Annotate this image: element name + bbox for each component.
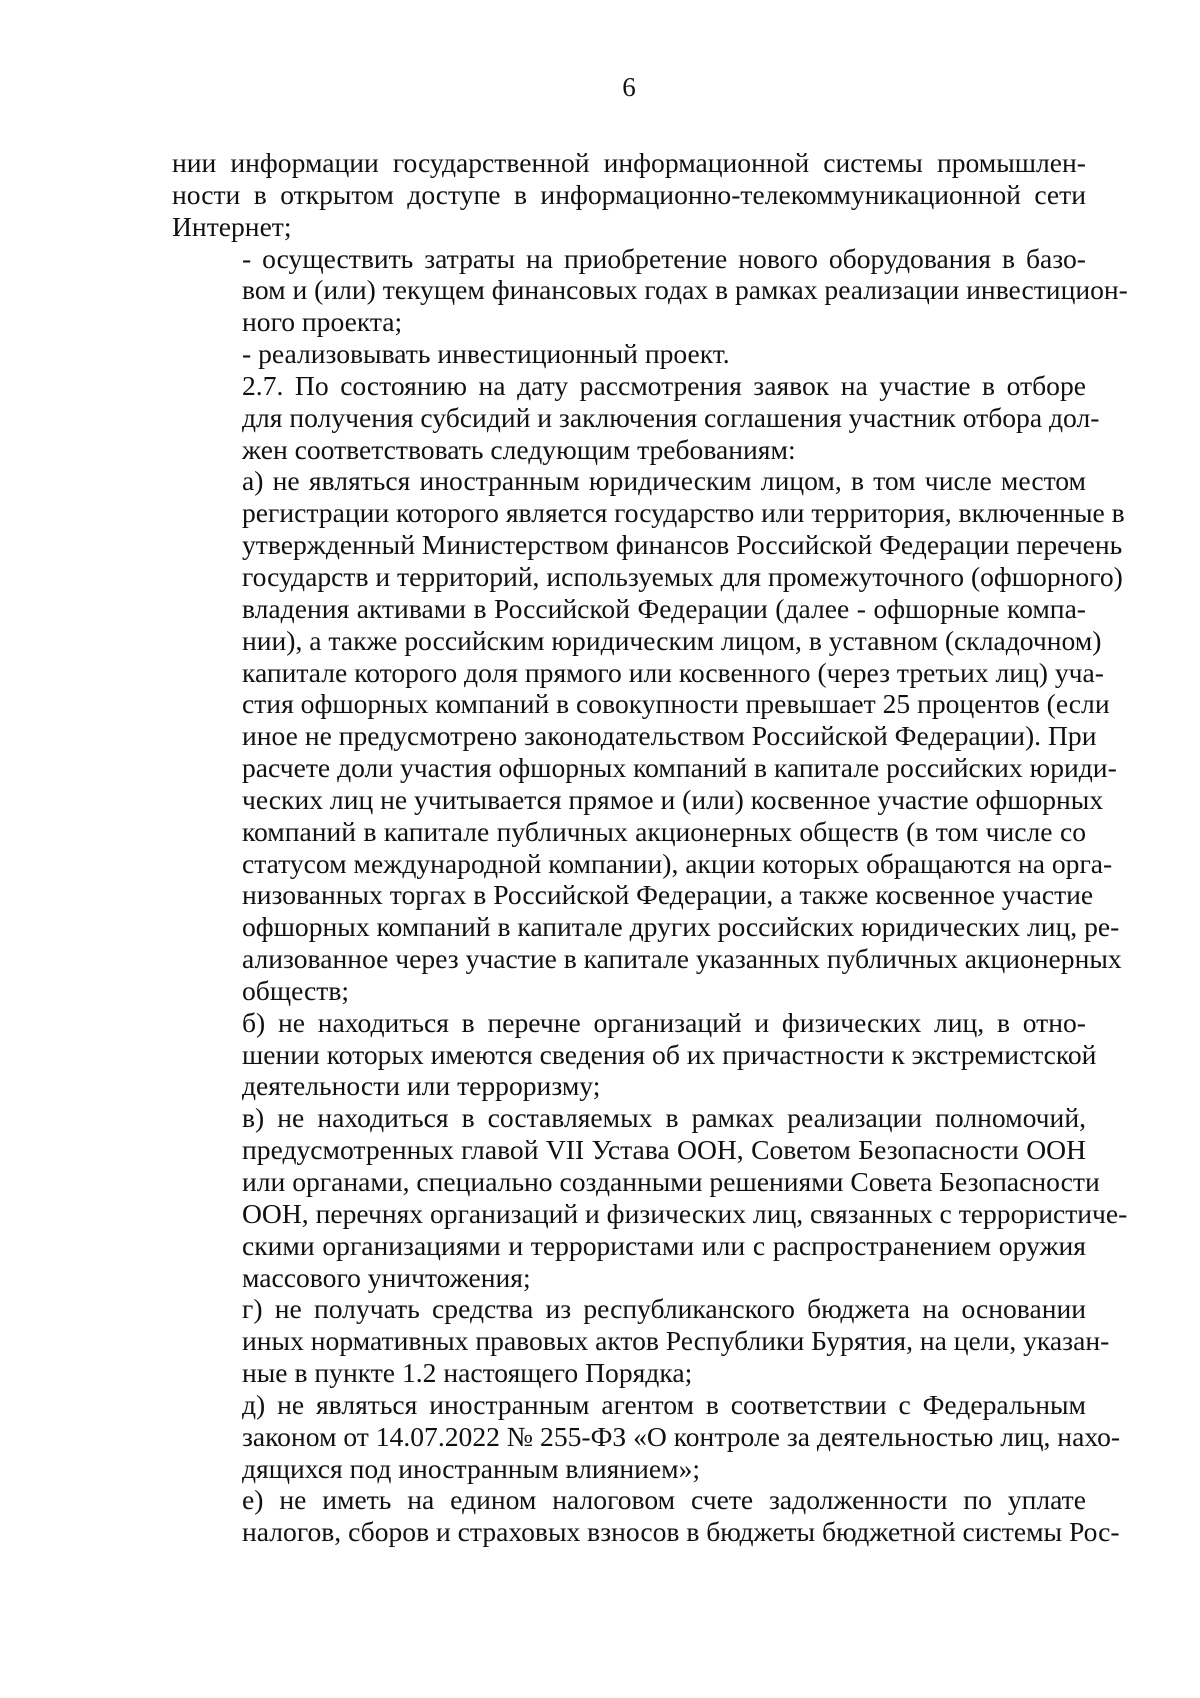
text-line: - осуществить затраты на приобретение нового оборудования в базо- [242, 242, 1086, 274]
paragraph [172, 1388, 1121, 1485]
paragraph [172, 242, 1128, 339]
text-line: расчете доли участия офшорных компаний в капитале российских юриди- [242, 752, 1117, 784]
text-line: массового уничтожения; [242, 1261, 531, 1293]
text-line: г) не получать средства из республиканского бюджета на основании [242, 1293, 1086, 1325]
text-line: владения активами в Российской Федерации (далее - офшорные компа- [242, 592, 1086, 624]
text-line: или органами, специально созданными решениями Совета Безопасности [242, 1166, 1100, 1197]
text-line: вом и (или) текущем финансовых годах в рамках реализации инвестицион- [242, 274, 1128, 306]
text-line: а) не являться иностранным юридическим лицом, в том числе местом [242, 465, 1086, 497]
paragraph [172, 369, 1100, 466]
text-line: офшорных компаний в капитале других российских юридических лиц, ре- [242, 911, 1120, 943]
text-line: иное не предусмотрено законодательством Российской Федерации). При [242, 720, 1097, 752]
text-line: б) не находиться в перечне организаций и физических лиц, в отно- [242, 1006, 1086, 1038]
text-line: дящихся под иностранным влиянием»; [242, 1452, 701, 1484]
text-line: утвержденный Министерством финансов Российской Федерации перечень [242, 529, 1123, 561]
text-line: в) не находиться в составляемых в рамках реализации полномочий, [242, 1102, 1086, 1134]
text-line: Интернет; [172, 210, 292, 242]
text-line: ческих лиц не учитывается прямое и (или) косвенное участие офшорных [242, 783, 1104, 815]
text-line: д) не являться иностранным агентом в соответствии с Федеральным [242, 1388, 1086, 1420]
text-line: 2.7. По состоянию на дату рассмотрения заявок на участие в отборе [242, 369, 1086, 401]
text-line: предусмотренных главой VII Устава ООН, Советом Безопасности ООН [242, 1134, 1086, 1166]
paragraph [172, 465, 1125, 1006]
text-line: деятельности или терроризму; [242, 1070, 601, 1102]
page-number: 6 [622, 72, 636, 102]
text-line: стия офшорных компаний в совокупности превышает 25 процентов (если [242, 688, 1110, 720]
text-line: нии информации государственной информационной системы промышлен- [172, 147, 1086, 178]
document-body [172, 147, 1128, 1548]
text-line: государств и территорий, используемых для промежуточного (офшорного) [242, 560, 1123, 592]
text-line: нии), а также российским юридическим лицом, в уставном (складочном) [242, 624, 1102, 656]
text-line: ного проекта; [242, 306, 403, 338]
text-line: для получения субсидий и заключения соглашения участник отбора дол- [242, 401, 1100, 433]
text-line: иных нормативных правовых актов Республики Бурятия, на цели, указан- [242, 1325, 1110, 1357]
text-line: капитале которого доля прямого или косвенного (через третьих лиц) уча- [242, 656, 1104, 688]
text-line: регистрации которого является государство или территория, включенные в [242, 497, 1125, 529]
text-line: ализованное через участие в капитале указанных публичных акционерных [242, 943, 1122, 975]
text-line: е) не иметь на едином налоговом счете задолженности по уплате [242, 1484, 1086, 1516]
text-line: ные в пункте 1.2 настоящего Порядка; [242, 1357, 693, 1389]
text-line: статусом международной компании), акции которых обращаются на орга- [242, 847, 1113, 879]
text-line: шении которых имеются сведения об их причастности к экстремистской [242, 1038, 1097, 1070]
text-line: компаний в капитале публичных акционерных обществ (в том числе со [242, 815, 1086, 847]
paragraph [172, 1006, 1097, 1103]
text-line: налогов, сборов и страховых взносов в бюджеты бюджетной системы Рос- [242, 1516, 1120, 1548]
text-line: обществ; [242, 974, 350, 1006]
paragraph [172, 147, 1086, 243]
text-line: низованных торгах в Российской Федерации, а также косвенное участие [242, 879, 1094, 911]
text-line: ности в открытом доступе в информационно-телекоммуникационной сети [172, 178, 1086, 210]
paragraph [172, 1102, 1128, 1293]
paragraph [172, 1293, 1110, 1389]
text-line: скими организациями и террористами или с распространением оружия [242, 1229, 1086, 1261]
text-line: ООН, перечнях организаций и физических лиц, связанных с террористиче- [242, 1197, 1128, 1229]
text-line: жен соответствовать следующим требованиям: [242, 433, 796, 465]
text-line: законом от 14.07.2022 № 255-ФЗ «О контроле за деятельностью лиц, нахо- [242, 1420, 1121, 1452]
paragraph [172, 338, 1086, 370]
paragraph [172, 1484, 1120, 1548]
text-line: - реализовывать инвестиционный проект. [242, 338, 730, 370]
